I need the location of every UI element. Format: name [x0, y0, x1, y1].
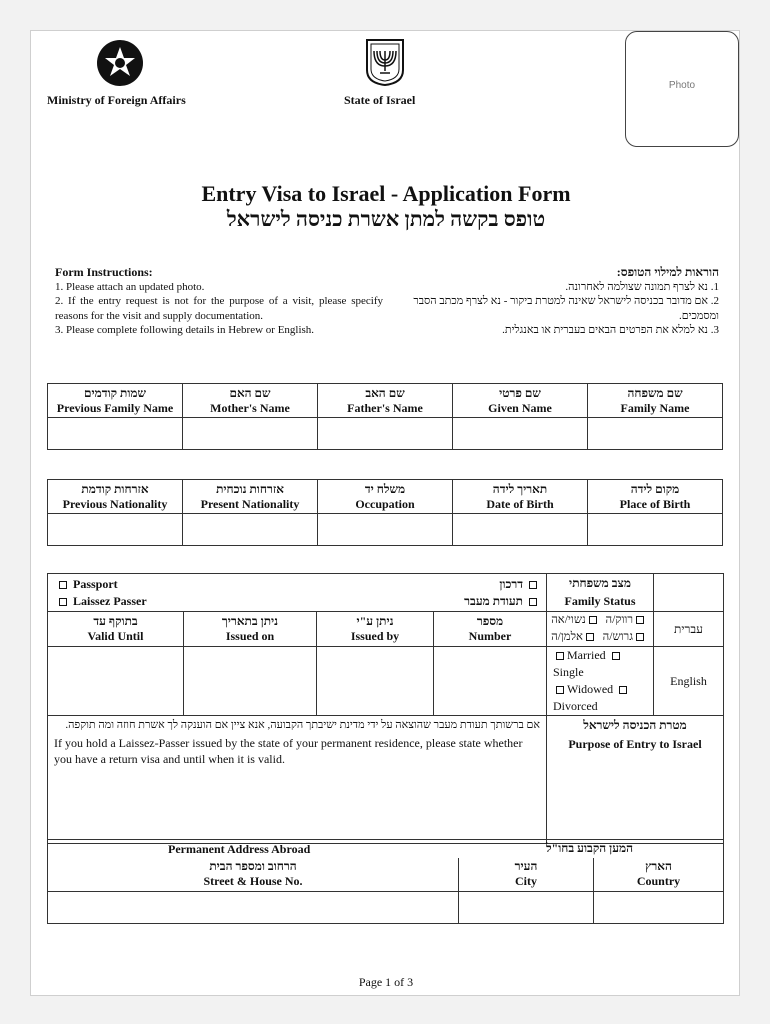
travel-document-table [47, 573, 724, 844]
status-options-hebrew [547, 612, 654, 647]
header-previous-family-name: שמות קודמים Previous Family Name [48, 384, 183, 418]
purpose-label-hebrew: מטרת הכניסה לישראל [583, 718, 687, 732]
married-label: Married [567, 648, 606, 662]
passport-option[interactable] [56, 576, 147, 593]
personal-details-table [47, 479, 723, 546]
header-mothers-name: שם האם Mother's Name [183, 384, 318, 418]
street-field[interactable] [48, 892, 459, 924]
present-nationality-field[interactable] [183, 514, 318, 546]
form-title-english: Entry Visa to Israel - Application Form [201, 181, 571, 206]
laissez-passer-label-hebrew: תעודת מעבר [464, 594, 523, 608]
single-checkbox-hebrew[interactable] [636, 616, 644, 624]
widowed-label-hebrew: אלמן/ה [551, 631, 583, 643]
family-status-header: מצב משפחתי Family Status [547, 574, 654, 612]
city-field[interactable] [459, 892, 594, 924]
address-title-cell [48, 840, 724, 858]
previous-family-name-field[interactable] [48, 418, 183, 450]
document-type-row [48, 574, 724, 612]
divorced-label: Divorced [553, 699, 598, 713]
page-number: Page 1 of 3 [358, 975, 414, 989]
personal-header-row [48, 480, 723, 514]
document-type-english [56, 576, 147, 610]
laissez-passer-checkbox-hebrew[interactable] [529, 598, 537, 606]
instruction-1: 1. Please attach an updated photo. [55, 280, 205, 293]
married-checkbox-hebrew[interactable] [589, 616, 597, 624]
given-name-field[interactable] [453, 418, 588, 450]
header-place-of-birth: מקום לידה Place of Birth [588, 480, 723, 514]
address-input-row [48, 892, 724, 924]
address-title-row [48, 840, 724, 858]
issued-on-field[interactable] [184, 647, 317, 716]
instructions-english [55, 265, 383, 338]
personal-input-row [48, 514, 723, 546]
instruction-3: 3. Please complete following details in Hebrew or English. [55, 324, 315, 336]
names-header-row [48, 384, 723, 418]
laissez-passer-note-cell[interactable] [48, 716, 547, 844]
date-of-birth-field[interactable] [453, 514, 588, 546]
single-label: Single [553, 665, 584, 679]
header-occupation: משלח יד Occupation [318, 480, 453, 514]
english-language-label: English [654, 647, 724, 716]
address-title-english: Permanent Address Abroad [168, 842, 311, 856]
header-family-name: שם משפחה Family Name [588, 384, 723, 418]
laissez-passer-note-hebrew: אם ברשותך תעודת מעבר שהוצאה על ידי מדינת ישיבתך הקבועה, אנא ציין אם הוענקה לך אשרת חוזה ומה תוקפה. [65, 719, 540, 731]
form-page [30, 30, 740, 996]
header-country: הארץ Country [594, 858, 724, 892]
laissez-passer-label: Laissez Passer [73, 594, 147, 608]
ministry-emblem-icon [95, 38, 145, 88]
fathers-name-field[interactable] [318, 418, 453, 450]
header-valid-until: בתוקף עד Valid Until [48, 612, 184, 647]
laissez-passer-checkbox[interactable] [59, 598, 67, 606]
address-table [47, 839, 724, 924]
photo-box[interactable] [625, 31, 739, 147]
empty-corner [654, 574, 724, 612]
document-input-row [48, 647, 724, 716]
divorced-checkbox-hebrew[interactable] [636, 633, 644, 641]
header-number: מספר Number [434, 612, 547, 647]
instruction-2: 2. If the entry request is not for the purpose of a visit, please specify reasons for the visit and supply documentation. [55, 295, 383, 322]
instruction-3-hebrew: 3. נא למלא את הפרטים הבאים בעברית או באנגלית. [502, 324, 719, 336]
laissez-passer-option-hebrew[interactable] [464, 593, 540, 610]
header-street: הרחוב ומספר הבית Street & House No. [48, 858, 459, 892]
ministry-name: Ministry of Foreign Affairs [47, 93, 186, 107]
passport-checkbox[interactable] [59, 581, 67, 589]
names-input-row [48, 418, 723, 450]
widowed-label: Widowed [567, 682, 614, 696]
laissez-passer-option[interactable] [56, 593, 147, 610]
place-of-birth-field[interactable] [588, 514, 723, 546]
address-header-row [48, 858, 724, 892]
instructions-hebrew [391, 265, 719, 338]
married-label-hebrew: נשוי/אה [551, 614, 586, 626]
header-date-of-birth: תאריך לידה Date of Birth [453, 480, 588, 514]
instruction-1-hebrew: 1. נא לצרף תמונה שצולמה לאחרונה. [565, 280, 719, 293]
single-checkbox[interactable] [612, 652, 620, 660]
family-name-field[interactable] [588, 418, 723, 450]
names-table [47, 383, 723, 450]
instructions-heading: Form Instructions: [55, 265, 153, 279]
widowed-checkbox-hebrew[interactable] [586, 633, 594, 641]
passport-option-hebrew[interactable] [464, 576, 540, 593]
header-issued-by: ניתן ע"י Issued by [317, 612, 434, 647]
hebrew-language-label: עברית [654, 612, 724, 647]
state-emblem-icon [363, 37, 407, 87]
valid-until-field[interactable] [48, 647, 184, 716]
photo-label: Photo [668, 80, 696, 91]
laissez-passer-note-row [48, 716, 724, 844]
passport-label: Passport [73, 577, 118, 591]
header-given-name: שם פרטי Given Name [453, 384, 588, 418]
document-number-field[interactable] [434, 647, 547, 716]
status-options-english [547, 647, 654, 716]
single-label-hebrew: רווק/ה [605, 614, 633, 626]
widowed-checkbox[interactable] [556, 686, 564, 694]
document-columns-row [48, 612, 724, 647]
header-city: העיר City [459, 858, 594, 892]
passport-label-hebrew: דרכון [499, 577, 523, 591]
purpose-label: Purpose of Entry to Israel [568, 737, 702, 751]
occupation-field[interactable] [318, 514, 453, 546]
document-type-hebrew [464, 576, 540, 610]
state-name: State of Israel [344, 93, 416, 107]
divorced-checkbox[interactable] [619, 686, 627, 694]
form-title-hebrew: טופס בקשה למתן אשרת כניסה לישראל [226, 207, 546, 231]
issued-by-field[interactable] [317, 647, 434, 716]
address-title-hebrew: המען הקבוע בחו"ל [545, 841, 634, 855]
instructions-heading-hebrew: הוראות למילוי הטופס: [616, 265, 719, 279]
mothers-name-field[interactable] [183, 418, 318, 450]
laissez-passer-note-english: If you hold a Laissez-Passer issued by the state of your permanent residence, please state whether you have a return visa and until when it is valid. [54, 736, 523, 766]
passport-checkbox-hebrew[interactable] [529, 581, 537, 589]
instruction-2-hebrew: 2. אם מדובר בכניסה לישראל שאינה למטרת ביקור - נא לצרף מכתב הסבר ומסמכים. [413, 295, 719, 322]
header-fathers-name: שם האב Father's Name [318, 384, 453, 418]
purpose-of-entry-cell[interactable] [547, 716, 724, 844]
document-type-cell [48, 574, 547, 612]
header-issued-on: ניתן בתאריך Issued on [184, 612, 317, 647]
header-present-nationality: אזרחות נוכחית Present Nationality [183, 480, 318, 514]
header-previous-nationality: אזרחות קודמת Previous Nationality [48, 480, 183, 514]
previous-nationality-field[interactable] [48, 514, 183, 546]
married-checkbox[interactable] [556, 652, 564, 660]
country-field[interactable] [594, 892, 724, 924]
divorced-label-hebrew: גרוש/ה [602, 631, 633, 643]
